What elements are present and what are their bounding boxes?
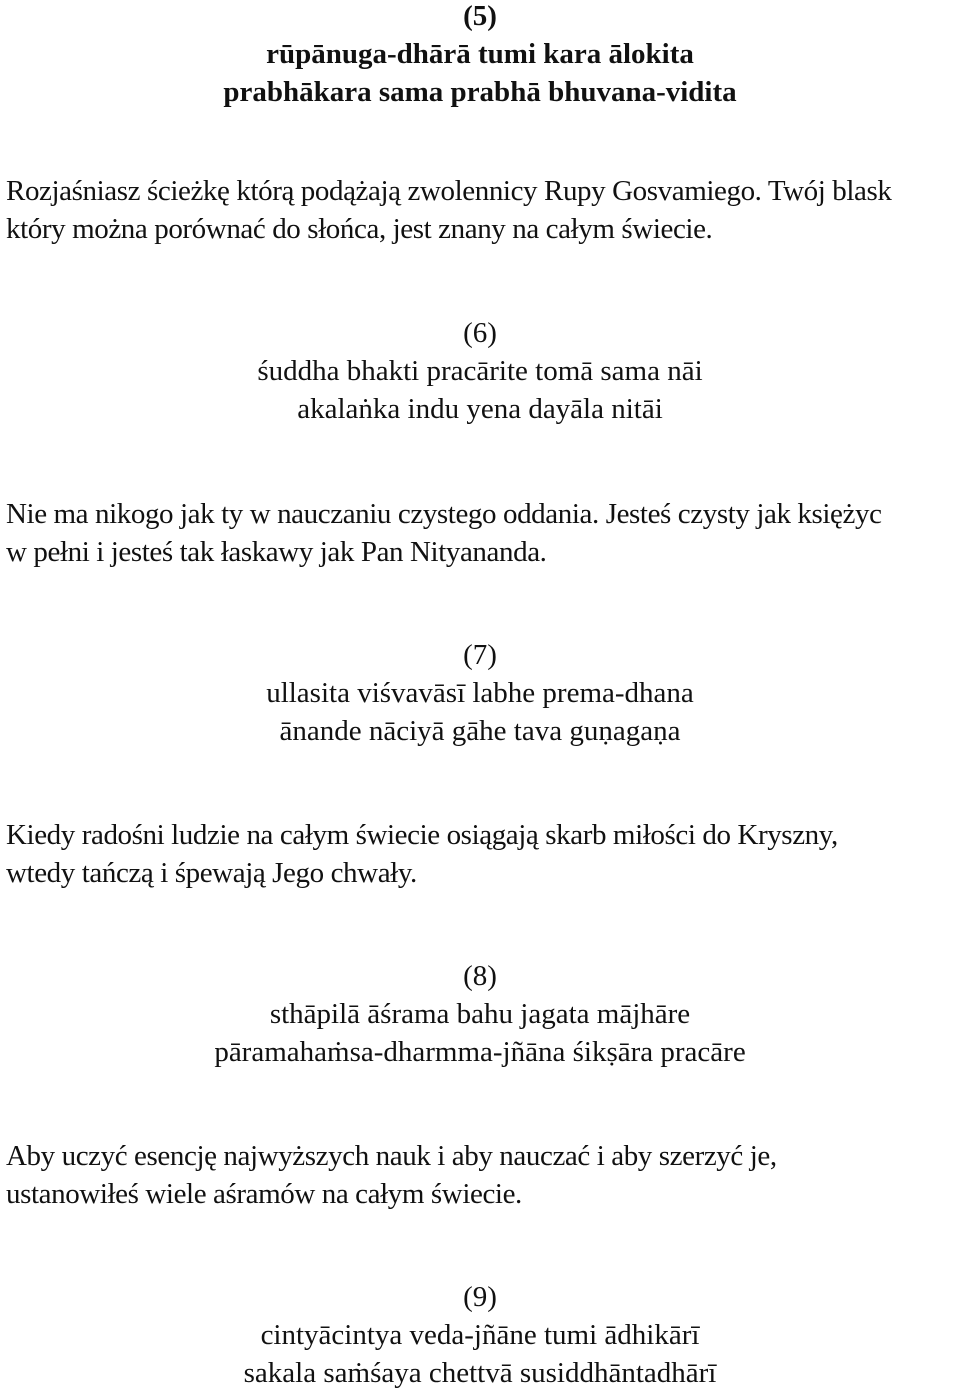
translation-line: ustanowiłeś wiele aśramów na całym świecie. [6, 1178, 522, 1210]
verse-6 [0, 314, 960, 428]
verse-number: (5) [463, 0, 497, 32]
verse-number: (9) [463, 1281, 497, 1313]
translation-line: który można porównać do słońca, jest znany na całym świecie. [6, 213, 713, 245]
verse-line: pāramahaṁsa-dharmma-jñāna śikṣāra pracāre [214, 1036, 746, 1068]
translation-line: Rozjaśniasz ścieżkę którą podążają zwolennicy Rupy Gosvamiego. Twój blask [6, 175, 892, 207]
translation-7 [6, 816, 958, 892]
verse-line: ullasita viśvavāsī labhe prema-dhana [266, 677, 694, 709]
translation-6 [6, 495, 958, 571]
verse-line: prabhākara sama prabhā bhuvana-vidita [223, 76, 737, 108]
verse-line: ānande nāciyā gāhe tava guṇagaṇa [279, 715, 681, 747]
translation-line: Kiedy radośni ludzie na całym świecie osiągają skarb miłości do Kryszny, [6, 819, 838, 851]
verse-9 [0, 1278, 960, 1392]
translation-line: Nie ma nikogo jak ty w nauczaniu czystego oddania. Jesteś czysty jak księżyc [6, 498, 882, 530]
verse-line: rūpānuga-dhārā tumi kara ālokita [266, 38, 694, 70]
translation-5 [6, 172, 958, 248]
translation-8 [6, 1137, 958, 1213]
verse-line: sthāpilā āśrama bahu jagata mājhāre [269, 998, 691, 1030]
verse-number: (6) [463, 317, 497, 349]
verse-line: śuddha bhakti pracārite tomā sama nāi [257, 355, 703, 387]
verse-number: (7) [463, 639, 497, 671]
verse-7 [0, 636, 960, 750]
verse-5 [0, 0, 960, 111]
translation-line: w pełni i jesteś tak łaskawy jak Pan Nityananda. [6, 536, 547, 568]
translation-line: wtedy tańczą i śpewają Jego chwały. [6, 857, 417, 889]
verse-line: akalaṅka indu yena dayāla nitāi [297, 393, 663, 425]
translation-line: Aby uczyć esencję najwyższych nauk i aby nauczać i aby szerzyć je, [6, 1140, 777, 1172]
verse-number: (8) [463, 960, 497, 992]
verse-8 [0, 957, 960, 1071]
verse-line: sakala saṁśaya chettvā susiddhāntadhārī [243, 1357, 717, 1389]
verse-line: cintyācintya veda-jñāne tumi ādhikārī [260, 1319, 700, 1351]
